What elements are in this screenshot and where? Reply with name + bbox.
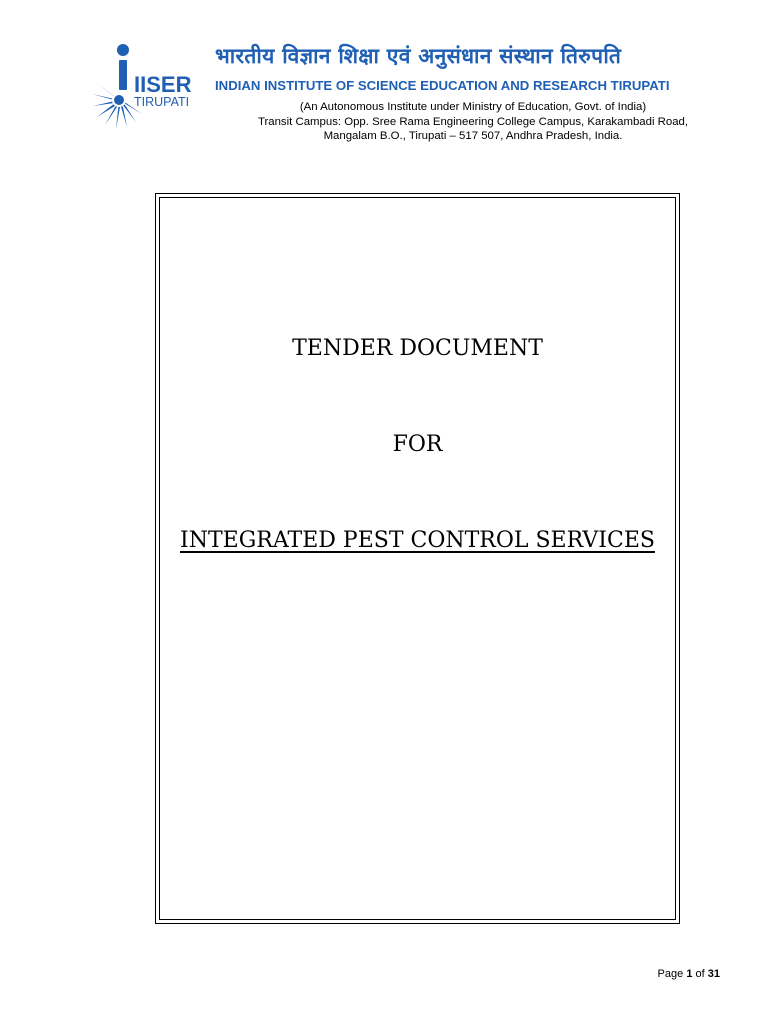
iiser-emblem-icon bbox=[92, 42, 204, 134]
cover-frame-inner-border bbox=[159, 197, 676, 920]
institute-status-line: (An Autonomous Institute under Ministry of Education, Govt. of India) bbox=[299, 101, 647, 113]
document-subject: INTEGRATED PEST CONTROL SERVICES bbox=[180, 528, 655, 553]
postal-address-line: Mangalam B.O., Tirupati – 517 507, Andhra Pradesh, India. bbox=[323, 130, 623, 142]
page-number-footer bbox=[658, 968, 720, 980]
current-page-number: 1 bbox=[686, 968, 693, 980]
institute-name-english: INDIAN INSTITUTE OF SCIENCE EDUCATION AND RESEARCH TIRUPATI bbox=[215, 78, 670, 93]
logo-wordmark-tirupati: TIRUPATI bbox=[134, 95, 190, 109]
cover-frame bbox=[155, 193, 680, 924]
document-title: TENDER DOCUMENT bbox=[292, 336, 543, 361]
campus-address-line: Transit Campus: Opp. Sree Rama Engineering College Campus, Karakambadi Road, bbox=[257, 116, 689, 128]
iiser-logo bbox=[92, 42, 204, 134]
total-page-count: 31 bbox=[707, 968, 720, 980]
of-label: of bbox=[695, 968, 705, 980]
logo-wordmark-iiser: IISER bbox=[134, 72, 192, 97]
document-connector: FOR bbox=[392, 432, 443, 457]
institute-name-hindi: भारतीय विज्ञान शिक्षा एवं अनुसंधान संस्थान तिरुपति bbox=[215, 44, 622, 68]
page-label: Page bbox=[657, 968, 684, 980]
